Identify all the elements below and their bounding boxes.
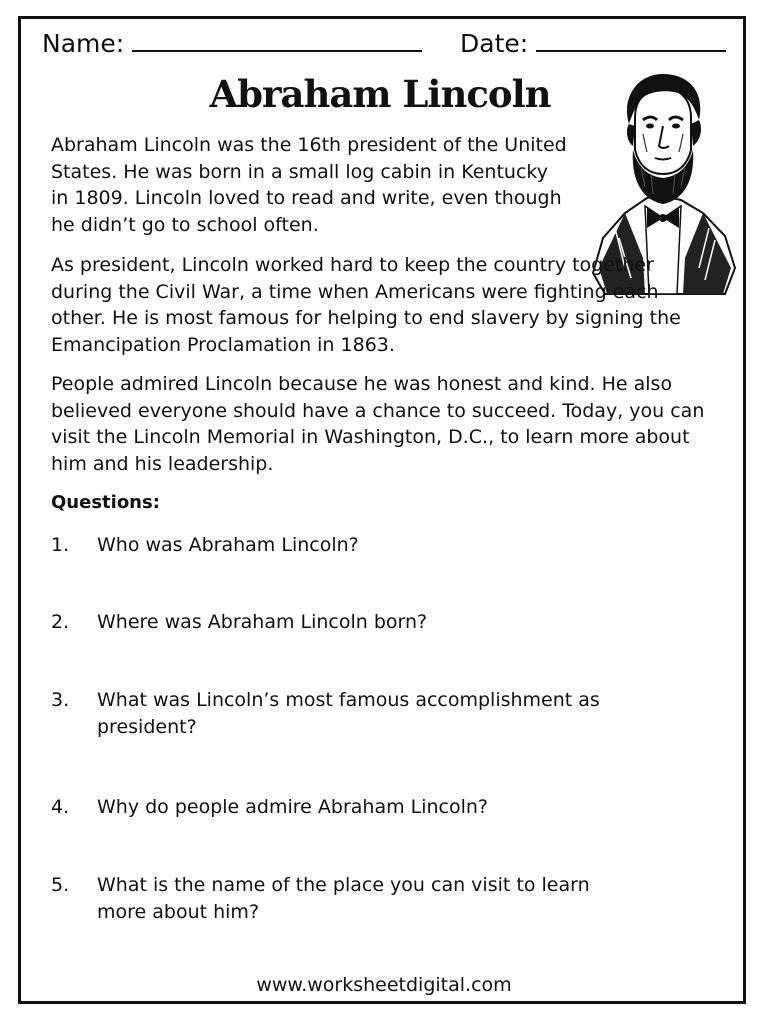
- date-blank-line[interactable]: [536, 24, 726, 52]
- question-text: Where was Abraham Lincoln born?: [97, 611, 428, 633]
- question-text: Who was Abraham Lincoln?: [97, 534, 359, 556]
- question-text: Why do people admire Abraham Lincoln?: [97, 796, 489, 818]
- legacy-paragraph: People admired Lincoln because he was honest and kind. He also believed everyone should have a chance to succeed. Today, you can visit the Lincoln Memorial in Washington, D.C., to learn more about him and his leadership.: [51, 373, 705, 475]
- footer-website: www.worksheetdigital.com: [256, 974, 512, 996]
- question-number: 5.: [51, 874, 70, 896]
- question-number: 1.: [51, 534, 70, 556]
- date-label: Date:: [460, 29, 529, 58]
- name-label: Name:: [42, 29, 125, 58]
- question-text: What is the name of the place you can visit to learn more about him?: [97, 874, 590, 923]
- intro-paragraph: Abraham Lincoln was the 16th president of the United States. He was born in a small log cabin in Kentucky in 1809. Lincoln loved to read and write, even though he didn’t go to school often.: [51, 134, 567, 236]
- question-number: 4.: [51, 796, 70, 818]
- question-number: 3.: [51, 689, 70, 711]
- date-field[interactable]: [460, 24, 726, 64]
- name-field[interactable]: [42, 24, 422, 64]
- question-text: What was Lincoln’s most famous accomplishment as president?: [97, 689, 600, 738]
- worksheet-title: Abraham Lincoln: [209, 72, 551, 116]
- name-blank-line[interactable]: [132, 24, 422, 52]
- questions-heading: Questions:: [51, 492, 160, 513]
- presidency-paragraph: As president, Lincoln worked hard to keep the country together during the Civil War, a time when Americans were fighting each other. He is most famous for helping to end slavery by signing the Emancipation Proclamation in 1863.: [51, 254, 681, 356]
- question-number: 2.: [51, 611, 70, 633]
